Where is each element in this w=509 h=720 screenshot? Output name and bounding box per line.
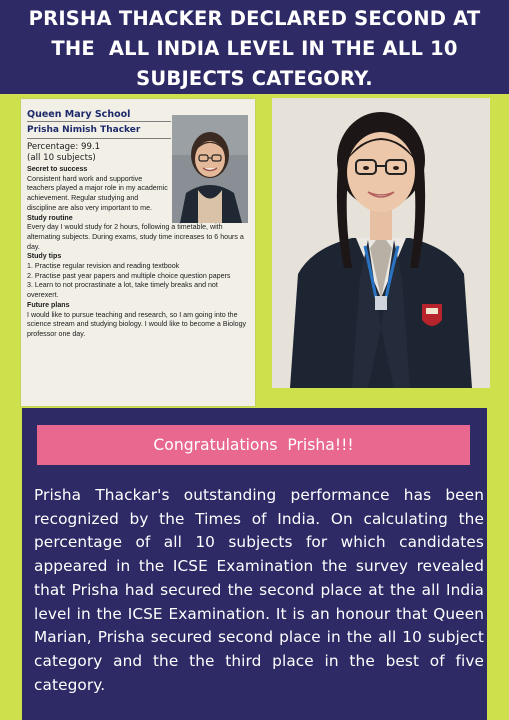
tips-heading: Study tips (27, 252, 62, 261)
title-line-1: PRISHA THACKER DECLARED SECOND AT (28, 7, 481, 30)
tip-item: 3. Learn to not procrastinate a lot, take timely breaks and not overexert. (27, 281, 218, 300)
title-line-3: SUBJECTS CATEGORY. (136, 67, 373, 90)
routine-heading: Study routine (27, 213, 73, 222)
clipping-percentage (27, 142, 100, 164)
header-banner (0, 0, 509, 94)
student-portrait-image (272, 98, 490, 388)
green-side-right (487, 414, 509, 720)
success-text: Consistent hard work and supportive teachers played a major role in my academic achievement. Regular studying and discipline are also very important to me. (27, 174, 168, 212)
routine-text: Every day I would study for 2 hours, following a timetable, with alternating subjects. During exams, study time increases to 6 hours a day. (27, 223, 244, 251)
clipping-divider (27, 121, 171, 122)
clipping-divider (27, 138, 171, 139)
green-side-left (0, 414, 22, 720)
success-heading: Secret to success (27, 165, 88, 173)
title-line-2: THE ALL INDIA LEVEL IN THE ALL 10 (51, 37, 458, 60)
page-title (0, 0, 509, 94)
congratulations-banner: Congratulations Prisha!!! (37, 425, 470, 465)
future-heading: Future plans (27, 300, 70, 309)
tip-item: 1. Practise regular revision and reading textbook (27, 262, 180, 271)
subjects-note: (all 10 subjects) (27, 153, 96, 163)
article-panel (22, 408, 487, 720)
clipping-school: Queen Mary School (27, 109, 131, 120)
future-text: I would like to pursue teaching and research, so I am going into the science stream and studying biology. I would like to become a Biology professor one day. (27, 310, 247, 338)
clipping-student-name: Prisha Nimish Thacker (27, 125, 141, 135)
clipping-body (27, 165, 249, 340)
article-paragraph: Prisha Thackar's outstanding performance has been recognized by the Times of India. On calculating the percentage of all 10 subjects for which candidates appeared in the ICSE Examination the survey revealed that Prisha had secured the second place at the all India level in the ICSE Examination. It is an honour that Queen Marian, Prisha secured second place in the all 10 subject category and the the third place in the best of five category. (34, 486, 484, 694)
newspaper-clipping (21, 99, 255, 406)
student-portrait (272, 98, 490, 388)
percentage-value: Percentage: 99.1 (27, 142, 101, 152)
tip-item: 2. Practise past year papers and multiple choice question papers (27, 271, 231, 280)
